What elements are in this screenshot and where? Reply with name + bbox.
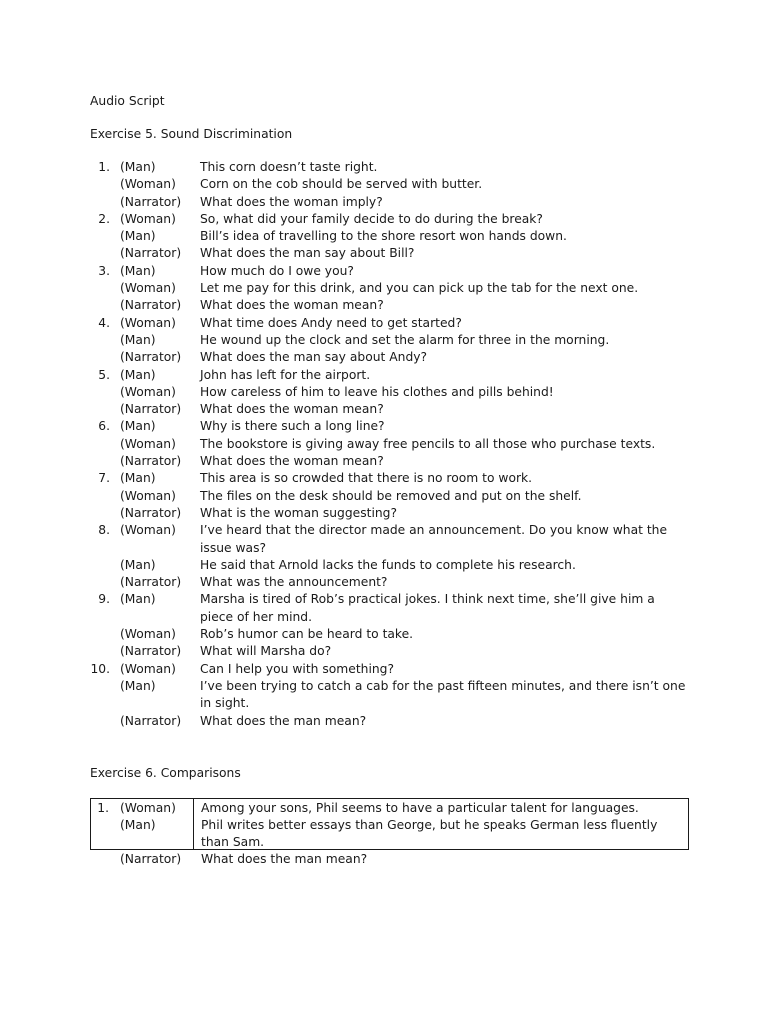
dialogue-line: [90, 245, 690, 262]
dialogue-text: I’ve been trying to catch a cab for the past fifteen minutes, and there isn’t one in sight.: [200, 678, 686, 711]
script-item: [90, 159, 690, 176]
speaker-label: (Man): [120, 332, 156, 347]
speaker-label: (Narrator): [120, 644, 182, 659]
speaker-label: (Man): [120, 263, 156, 278]
dialogue-text: How much do I owe you?: [200, 263, 354, 278]
dialogue-line: [90, 332, 690, 349]
speaker-label: (Narrator): [120, 575, 182, 590]
script-item: [90, 367, 690, 384]
dialogue-line: [90, 713, 690, 730]
speaker-label: (Woman): [120, 177, 176, 192]
dialogue-text: Bill’s idea of travelling to the shore resort won hands down.: [200, 229, 567, 244]
dialogue-text: What does the man say about Andy?: [200, 350, 428, 365]
item-number: 7.: [98, 471, 110, 486]
item-number: 9.: [98, 592, 110, 607]
speaker-label: (Narrator): [120, 852, 182, 866]
item-number: 6.: [98, 419, 110, 434]
item-number: 10.: [90, 661, 110, 676]
speaker-label: (Man): [120, 557, 156, 572]
speaker-label: (Woman): [120, 627, 176, 642]
speaker-label: (Woman): [120, 315, 176, 330]
dialogue-text: He wound up the clock and set the alarm for three in the morning.: [200, 332, 610, 347]
dialogue-text: What does the woman mean?: [200, 402, 384, 417]
item-number: 1.: [97, 801, 109, 815]
dialogue-text: What will Marsha do?: [200, 644, 332, 659]
script-item: [90, 661, 690, 678]
dialogue-line: [90, 678, 690, 713]
speaker-label: (Narrator): [120, 350, 182, 365]
item-number: 2.: [98, 211, 110, 226]
document-title: Audio Script: [90, 94, 165, 108]
table-row: [91, 800, 688, 817]
dialogue-text: What does the woman mean?: [200, 454, 384, 469]
script-item: [90, 470, 690, 487]
script-item: [90, 315, 690, 332]
exercise-6-script-list: [91, 800, 688, 868]
speaker-label: (Woman): [120, 384, 176, 399]
speaker-label: (Man): [120, 592, 156, 607]
item-number: 4.: [98, 315, 110, 330]
speaker-label: (Man): [120, 471, 156, 486]
dialogue-line: [90, 453, 690, 470]
dialogue-text: What does the woman mean?: [200, 298, 384, 313]
speaker-label: (Narrator): [120, 713, 182, 728]
dialogue-line: [90, 194, 690, 211]
dialogue-text: What time does Andy need to get started?: [200, 315, 462, 330]
dialogue-line: [90, 643, 690, 660]
dialogue-line: [90, 228, 690, 245]
speaker-label: (Woman): [120, 211, 176, 226]
dialogue-text: The bookstore is giving away free pencils to all those who purchase texts.: [200, 436, 656, 451]
dialogue-text: He said that Arnold lacks the funds to complete his research.: [200, 557, 576, 572]
dialogue-line: [90, 297, 690, 314]
dialogue-text: Let me pay for this drink, and you can pick up the tab for the next one.: [200, 281, 639, 296]
dialogue-text: What is the woman suggesting?: [200, 505, 397, 520]
dialogue-text: This corn doesn’t taste right.: [200, 160, 378, 174]
dialogue-line: [90, 488, 690, 505]
dialogue-text: Among your sons, Phil seems to have a particular talent for languages.: [201, 801, 639, 815]
speaker-label: (Man): [120, 419, 156, 434]
item-number: 1.: [98, 160, 110, 174]
dialogue-text: What does the man mean?: [201, 852, 368, 866]
item-number: 5.: [98, 367, 110, 382]
dialogue-text: How careless of him to leave his clothes and pills behind!: [200, 384, 554, 399]
dialogue-line: [90, 436, 690, 453]
speaker-label: (Woman): [120, 801, 176, 815]
speaker-label: (Woman): [120, 436, 176, 451]
dialogue-line: [90, 574, 690, 591]
item-number: 8.: [98, 523, 110, 538]
dialogue-line: [90, 384, 690, 401]
speaker-label: (Man): [120, 367, 156, 382]
speaker-label: (Narrator): [120, 298, 182, 313]
dialogue-line: [91, 817, 688, 851]
dialogue-text: Rob’s humor can be heard to take.: [200, 627, 414, 642]
script-item: [90, 211, 690, 228]
speaker-label: (Woman): [120, 488, 176, 503]
dialogue-line: [91, 851, 688, 868]
dialogue-text: What does the woman imply?: [200, 194, 383, 209]
speaker-label: (Woman): [120, 661, 176, 676]
dialogue-text: So, what did your family decide to do during the break?: [200, 211, 543, 226]
dialogue-line: [90, 626, 690, 643]
dialogue-line: [90, 176, 690, 193]
dialogue-line: [90, 280, 690, 297]
speaker-label: (Man): [120, 160, 156, 174]
dialogue-text: What was the announcement?: [200, 575, 388, 590]
dialogue-text: Why is there such a long line?: [200, 419, 385, 434]
speaker-label: (Man): [120, 678, 156, 693]
speaker-label: (Narrator): [120, 246, 182, 261]
speaker-label: (Narrator): [120, 402, 182, 417]
dialogue-text: The files on the desk should be removed and put on the shelf.: [200, 488, 582, 503]
exercise-6-table: [90, 798, 689, 866]
dialogue-text: Corn on the cob should be served with butter.: [200, 177, 483, 192]
dialogue-text: What does the man mean?: [200, 713, 367, 728]
script-item: [90, 263, 690, 280]
speaker-label: (Narrator): [120, 505, 182, 520]
script-item: [90, 418, 690, 435]
dialogue-text: I’ve heard that the director made an announcement. Do you know what the issue was?: [200, 523, 668, 555]
speaker-label: (Woman): [120, 281, 176, 296]
item-number: 3.: [98, 263, 110, 278]
script-item: [90, 591, 690, 626]
exercise-5-script-list: [90, 159, 690, 730]
speaker-label: (Man): [120, 229, 156, 244]
speaker-label: (Man): [120, 818, 156, 832]
dialogue-text: What does the man say about Bill?: [200, 246, 415, 261]
speaker-label: (Woman): [120, 523, 176, 538]
dialogue-line: [90, 401, 690, 418]
exercise-6-heading: Exercise 6. Comparisons: [90, 766, 241, 780]
dialogue-text: This area is so crowded that there is no room to work.: [200, 471, 533, 486]
dialogue-line: [90, 557, 690, 574]
exercise-5-heading: Exercise 5. Sound Discrimination: [90, 127, 293, 141]
dialogue-text: Can I help you with something?: [200, 661, 394, 676]
dialogue-text: Phil writes better essays than George, but he speaks German less fluently than Sam.: [201, 818, 658, 849]
dialogue-text: Marsha is tired of Rob’s practical jokes. I think next time, she’ll give him a piece of her mind.: [200, 592, 655, 624]
dialogue-text: John has left for the airport.: [200, 367, 371, 382]
dialogue-line: [90, 505, 690, 522]
speaker-label: (Narrator): [120, 454, 182, 469]
script-item: [90, 522, 690, 557]
dialogue-line: [90, 349, 690, 366]
speaker-label: (Narrator): [120, 194, 182, 209]
